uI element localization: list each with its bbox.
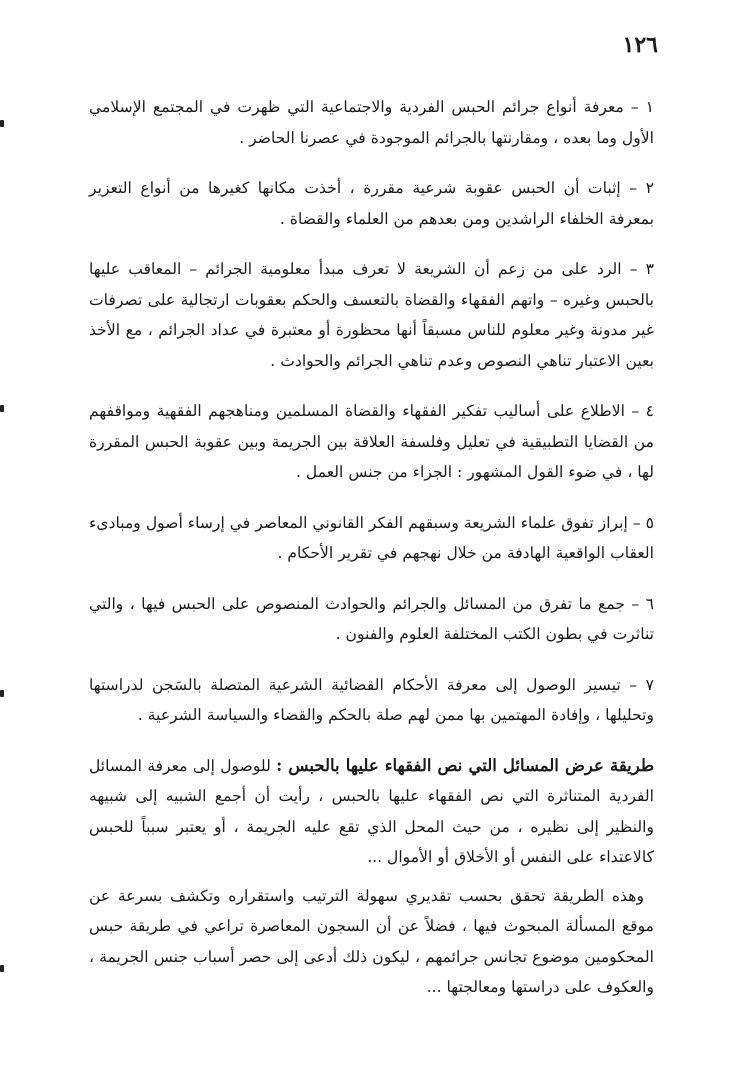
list-item-4: ٤ – الاطلاع على أساليب تفكير الفقهاء والقضاة المسلمين ومناهجهم الفقهية ومواقفهم من القضايا التطبيقية في تعليل وفلسفة العلاقة بين الجريمة وبين عقوبة الحبس المقررة لها ، في ضوء القول المشهور : الجزاء من جنس العمل . (89, 402, 654, 481)
page-content (89, 92, 654, 1003)
list-item-7: ٧ – تيسير الوصول إلى معرفة الأحكام القضائية الشرعية المتصلة بالسَجن لدراستها وتحليلها ، وإفادة المهتمين بها ممن لهم صلة بالحكم والقضاء والسياسة الشرعية . (89, 675, 654, 724)
method-section-heading: طريقة عرض المسائل التي نص الفقهاء عليها بالحبس : (276, 755, 655, 775)
list-item-5: ٥ – إبراز تفوق علماء الشريعة وسبقهم الفكر القانوني المعاصر في إرساء أصول ومبادىء العقاب الواقعية الهادفة من خلال نهجهم في تقرير الأحكام . (89, 513, 654, 562)
list-item-6: ٦ – جمع ما تفرق من المسائل والجرائم والحوادث المنصوص على الحبس فيها ، والتي تناثرت في بطون الكتب المختلفة العلوم والفنون . (89, 594, 654, 643)
list-item-2: ٢ – إثبات أن الحبس عقوبة شرعية مقررة ، أخذت مكانها كغيرها من أنواع التعزير بمعرفة الخلفاء الراشدين ومن بعدهم من العلماء والقضاة . (89, 179, 654, 228)
list-item-1: ١ – معرفة أنواع جرائم الحبس الفردية والاجتماعية التي ظهرت في المجتمع الإسلامي الأول وما بعده ، ومقارنتها بالجرائم الموجودة في عصرنا الحاضر . (89, 98, 654, 147)
margin-mark (0, 965, 4, 972)
margin-mark (0, 690, 4, 697)
list-item-3: ٣ – الرد على من زعم أن الشريعة لا تعرف مبدأ معلومية الجرائم – المعاقب عليها بالحبس وغيره – واتهم الفقهاء والقضاة بالتعسف والحكم بعقوبات ارتجالية على تصرفات غير مدونة وغير معلوم للناس مسبقاً أنها محظورة أو معتبرة في عداد الجرائم ، مع الأخذ بعين الاعتبار تناهي النصوص وعدم تناهي الجرائم والحوادث . (89, 260, 654, 370)
page-number: ١٢٦ (622, 32, 658, 58)
margin-mark (0, 405, 4, 412)
margin-mark (0, 120, 4, 127)
method-section-text: للوصول إلى معرفة المسائل الفردية المتناثرة التي نص الفقهاء عليها بالحبس ، رأيت أن أجمع الشبيه إلى شبيهه والنظير إلى نظيره ، من حيث المحل الذي تقع عليه الجريمة ، أو يعتبر سبباً للحبس كالاعتداء على النفس أو الأخلاق أو الأموال ... (89, 756, 654, 866)
closing-paragraph: وهذه الطريقة تحقق بحسب تقديري سهولة الترتيب واستقراره وتكشف بسرعة عن موقع المسألة المبحوث فيها ، فضلاً عن أن السجون المعاصرة تراعي في طريقة حبس المحكومين موضوع تجانس جرائمهم ، ليكون ذلك أدعى إلى حصر أسباب جنس الجريمة ، والعكوف على دراستها ومعالجتها ... (89, 886, 654, 996)
method-section (89, 751, 654, 873)
